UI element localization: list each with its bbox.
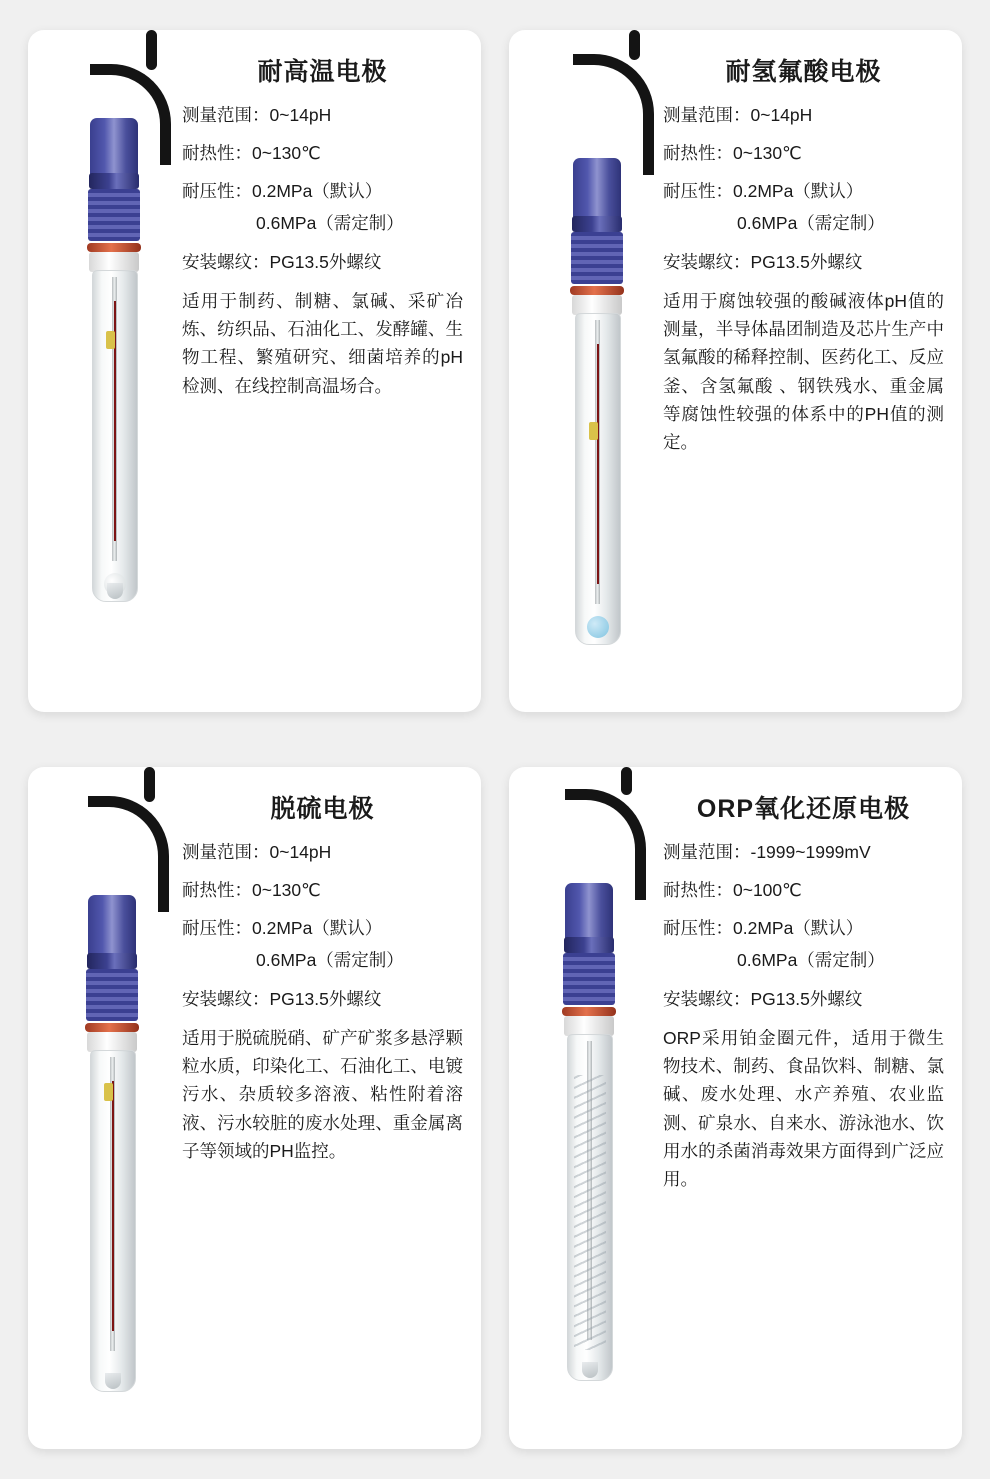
probe-glass-body — [92, 270, 138, 602]
page-title: 耐氢氟酸电极 — [725, 58, 882, 86]
probe-cap-ring — [87, 953, 137, 969]
probe-junction — [104, 1083, 113, 1101]
spec-measuring-range: 测量范围：0~14pH — [182, 105, 332, 125]
card-text-3 — [178, 767, 481, 1449]
product-description: ORP采用铂金圈元件，适用于微生物技术、制药、食品饮料、制糖、氯碱、废水处理、水产养殖、农业监测、矿泉水、自来水、游泳池水、饮用水的杀菌消毒效果方面得到广泛应用。 — [663, 1027, 944, 1190]
ph-electrode-illustration — [28, 767, 178, 1449]
probe-cap-ring — [89, 173, 139, 189]
probe-tip — [107, 583, 123, 599]
spec-heat-resistance: 耐热性：0~130℃ — [182, 880, 321, 901]
probe-junction — [106, 331, 115, 349]
spec-pressure-resistance: 耐压性：0.2MPa（默认） — [663, 181, 864, 202]
product-description: 适用于制药、制糖、氯碱、采矿冶炼、纺织品、石油化工、发酵罐、生物工程、繁殖研究、细菌培养的pH检测、在线控制高温场合。 — [182, 290, 463, 396]
cable-icon — [144, 767, 155, 802]
probe-oring — [85, 1023, 139, 1032]
probe-oring — [570, 286, 624, 295]
probe-image-4 — [509, 767, 659, 1449]
probe-cap-ring — [572, 216, 622, 232]
cable-curve-icon — [573, 54, 654, 175]
spec-measuring-range: 测量范围：0~14pH — [182, 842, 332, 862]
card-text-2 — [659, 30, 962, 712]
probe-collar — [564, 1016, 614, 1036]
probe-wire — [597, 344, 599, 584]
probe-glass-body — [567, 1034, 613, 1381]
orp-electrode-illustration — [509, 767, 659, 1449]
product-card-desulfurization — [28, 767, 481, 1449]
probe-collar — [89, 252, 139, 272]
page-title: 耐高温电极 — [257, 58, 388, 86]
spec-pressure-optional: 0.6MPa（需定制） — [256, 213, 404, 234]
probe-thread — [571, 232, 623, 284]
spec-measuring-range: 测量范围：0~14pH — [663, 105, 813, 125]
spec-pressure-resistance: 耐压性：0.2MPa（默认） — [182, 181, 383, 202]
card-grid — [28, 30, 962, 1449]
spec-pressure-optional: 0.6MPa（需定制） — [256, 950, 404, 971]
probe-spiral — [574, 1075, 606, 1350]
spec-pressure-resistance: 耐压性：0.2MPa（默认） — [663, 918, 864, 939]
cable-icon — [621, 767, 632, 795]
probe-thread — [86, 969, 138, 1021]
probe-oring — [87, 243, 141, 252]
ph-electrode-illustration — [509, 30, 659, 712]
product-description: 适用于脱硫脱硝、矿产矿浆多悬浮颗粒水质，印染化工、石油化工、电镀污水、杂质较多溶液、粘性附着溶液、污水较脏的废水处理、重金属离子等领域的PH监控。 — [182, 1027, 463, 1161]
probe-cap — [90, 118, 138, 178]
probe-junction — [589, 422, 598, 440]
spec-pressure-optional: 0.6MPa（需定制） — [737, 950, 885, 971]
spec-pressure-optional: 0.6MPa（需定制） — [737, 213, 885, 234]
spec-measuring-range: 测量范围：-1999~1999mV — [663, 842, 871, 862]
page-title: ORP氧化还原电极 — [696, 795, 911, 823]
spec-heat-resistance: 耐热性：0~130℃ — [663, 143, 802, 164]
probe-image-1 — [28, 30, 178, 712]
spec-pressure-resistance: 耐压性：0.2MPa（默认） — [182, 918, 383, 939]
card-text-4 — [659, 767, 962, 1449]
page-title: 脱硫电极 — [270, 795, 375, 823]
ph-electrode-illustration — [28, 30, 178, 712]
product-description: 适用于腐蚀较强的酸碱液体pH值的测量，半导体晶团制造及芯片生产中氢氟酸的稀释控制、医药化工、反应釜、含氢氟酸 、钢铁残水、重金属等腐蚀性较强的体系中的PH值的测定。 — [663, 290, 944, 453]
spec-thread: 安装螺纹：PG13.5外螺纹 — [663, 988, 863, 1009]
probe-wire — [112, 1081, 114, 1331]
probe-cap-ring — [564, 937, 614, 953]
spec-heat-resistance: 耐热性：0~100℃ — [663, 880, 802, 901]
card-text-1 — [178, 30, 481, 712]
probe-platinum-ring — [582, 1362, 598, 1378]
cable-icon — [146, 30, 157, 70]
spec-thread: 安装螺纹：PG13.5外螺纹 — [182, 251, 382, 272]
product-card-high-temperature — [28, 30, 481, 712]
probe-oring — [562, 1007, 616, 1016]
probe-image-3 — [28, 767, 178, 1449]
probe-cap — [565, 883, 613, 941]
probe-bulb — [587, 616, 609, 638]
probe-image-2 — [509, 30, 659, 712]
probe-collar — [87, 1032, 137, 1052]
probe-tip — [105, 1373, 121, 1389]
spec-heat-resistance: 耐热性：0~130℃ — [182, 143, 321, 164]
probe-collar — [572, 295, 622, 315]
product-card-orp — [509, 767, 962, 1449]
cable-icon — [629, 30, 640, 60]
probe-cap — [573, 158, 621, 220]
probe-thread — [563, 953, 615, 1005]
probe-glass-body — [90, 1050, 136, 1392]
spec-thread: 安装螺纹：PG13.5外螺纹 — [182, 988, 382, 1009]
probe-thread — [88, 189, 140, 241]
probe-cap — [88, 895, 136, 957]
product-card-hydrofluoric-acid — [509, 30, 962, 712]
probe-glass-body — [575, 313, 621, 645]
spec-thread: 安装螺纹：PG13.5外螺纹 — [663, 251, 863, 272]
